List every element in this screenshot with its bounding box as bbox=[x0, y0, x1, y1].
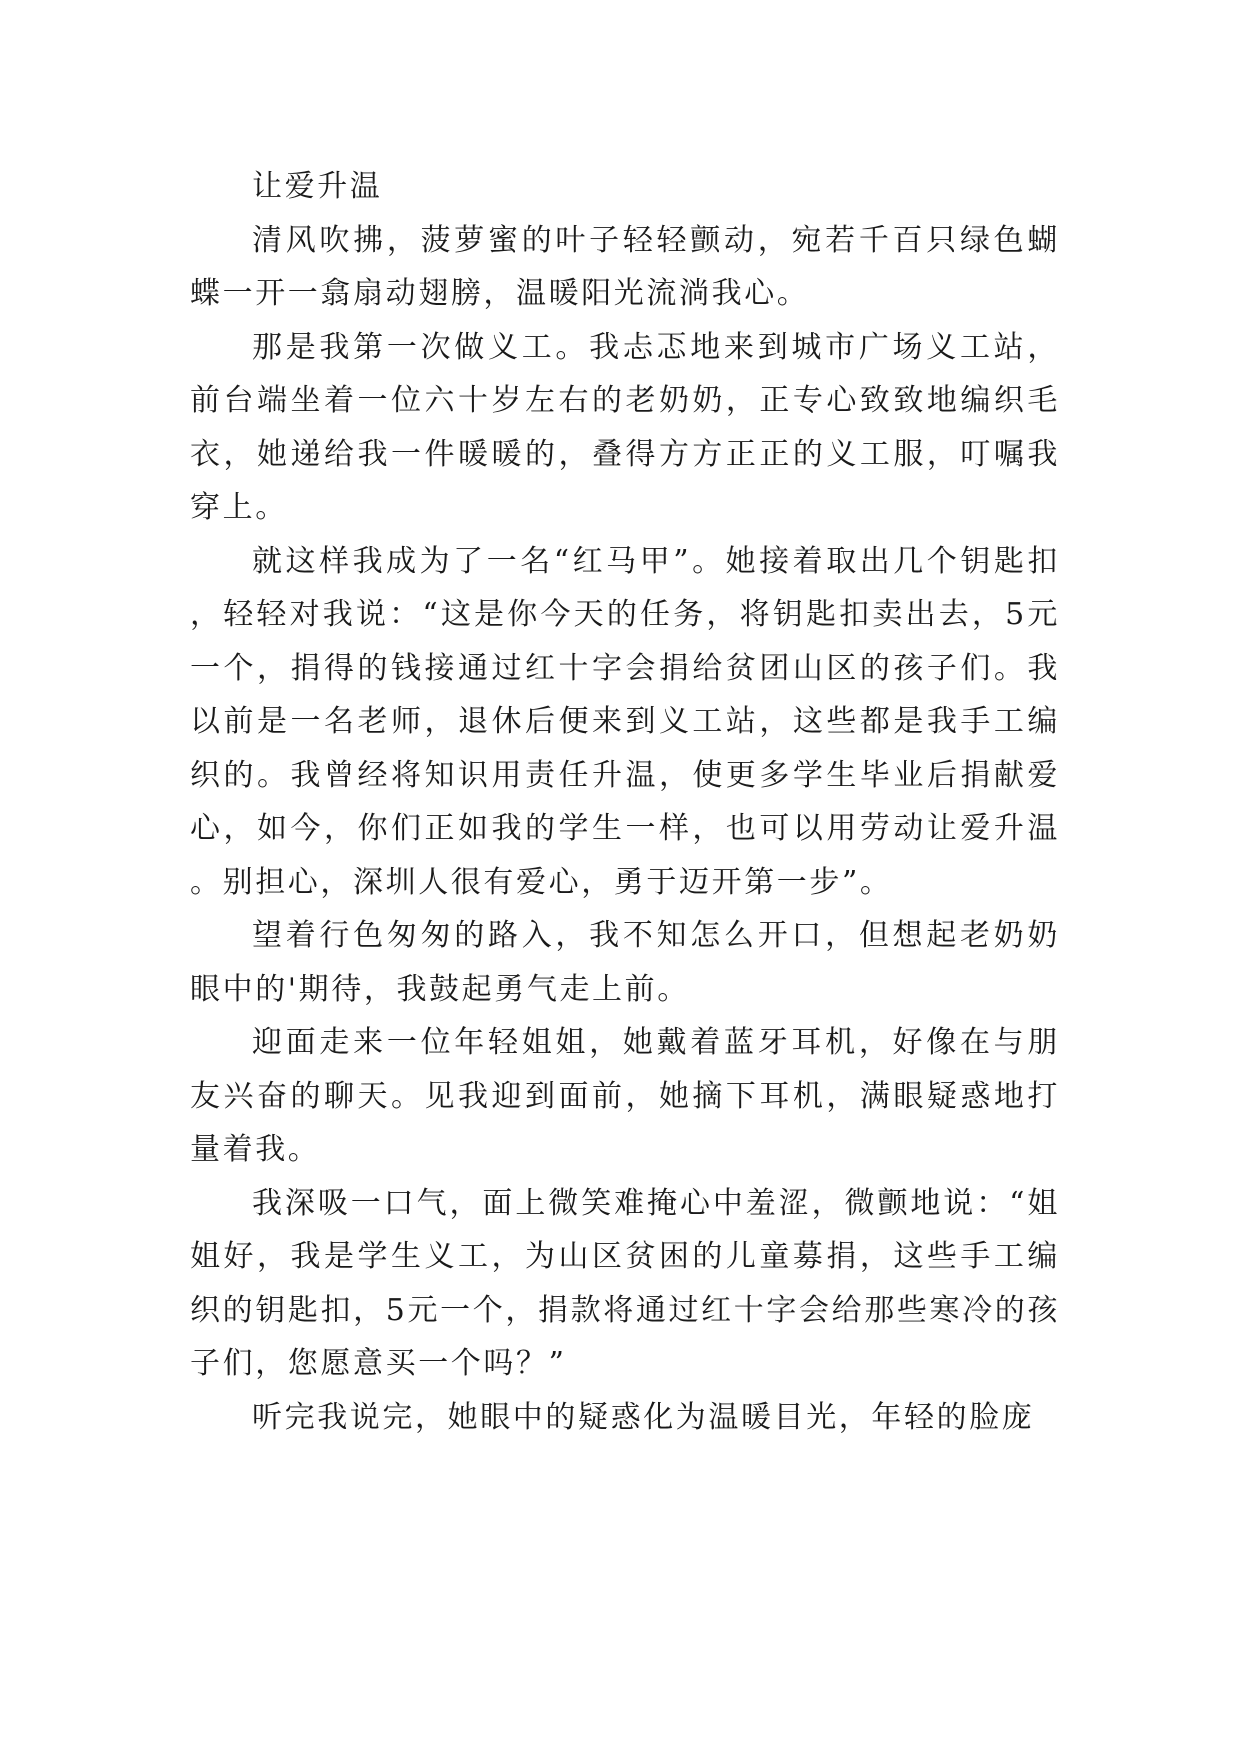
paragraph: 就这样我成为了一名“红马甲”。她接着取出几个钥匙扣，轻轻对我说：“这是你今天的任务，将钥匙扣卖出去，5元一个，捐得的钱接通过红十字会捐给贫团山区的孩子们。我以前是一名老师，退休后便来到义工站，这些都是我手工编织的。我曾经将知识用责任升温，使更多学生毕业后捐献爱心，如今，你们正如我的学生一样，也可以用劳动让爱升温。别担心，深圳人很有爱心，勇于迈开第一步”。 bbox=[190, 543, 1060, 900]
paragraph: 清风吹拂，菠萝蜜的叶子轻轻颤动，宛若千百只绿色蝴蝶一开一翕扇动翅膀，温暖阳光流淌我心。 bbox=[190, 222, 1060, 311]
paragraph: 迎面走来一位年轻姐姐，她戴着蓝牙耳机，好像在与朋友兴奋的聊天。见我迎到面前，她摘下耳机，满眼疑惑地打量着我。 bbox=[190, 1025, 1060, 1167]
document-title: 让爱升温 bbox=[252, 169, 383, 204]
paragraph: 那是我第一次做义工。我忐忑地来到城市广场义工站，前台端坐着一位六十岁左右的老奶奶，正专心致致地编织毛衣，她递给我一件暖暖的，叠得方方正正的义工服，叮嘱我穿上。 bbox=[190, 329, 1060, 525]
paragraph: 听完我说完，她眼中的疑惑化为温暖目光，年轻的脸庞 bbox=[252, 1399, 1035, 1435]
paragraph: 我深吸一口气，面上微笑难掩心中羞涩，微颤地说：“姐姐好，我是学生义工，为山区贫困的儿童募捐，这些手工编织的钥匙扣，5元一个，捐款将通过红十字会给那些寒冷的孩子们，您愿意买一个吗？” bbox=[190, 1185, 1060, 1381]
document-body bbox=[190, 160, 1060, 1444]
paragraph: 望着行色匆匆的路入，我不知怎么开口，但想起老奶奶眼中的'期待，我鼓起勇气走上前。 bbox=[190, 918, 1060, 1007]
